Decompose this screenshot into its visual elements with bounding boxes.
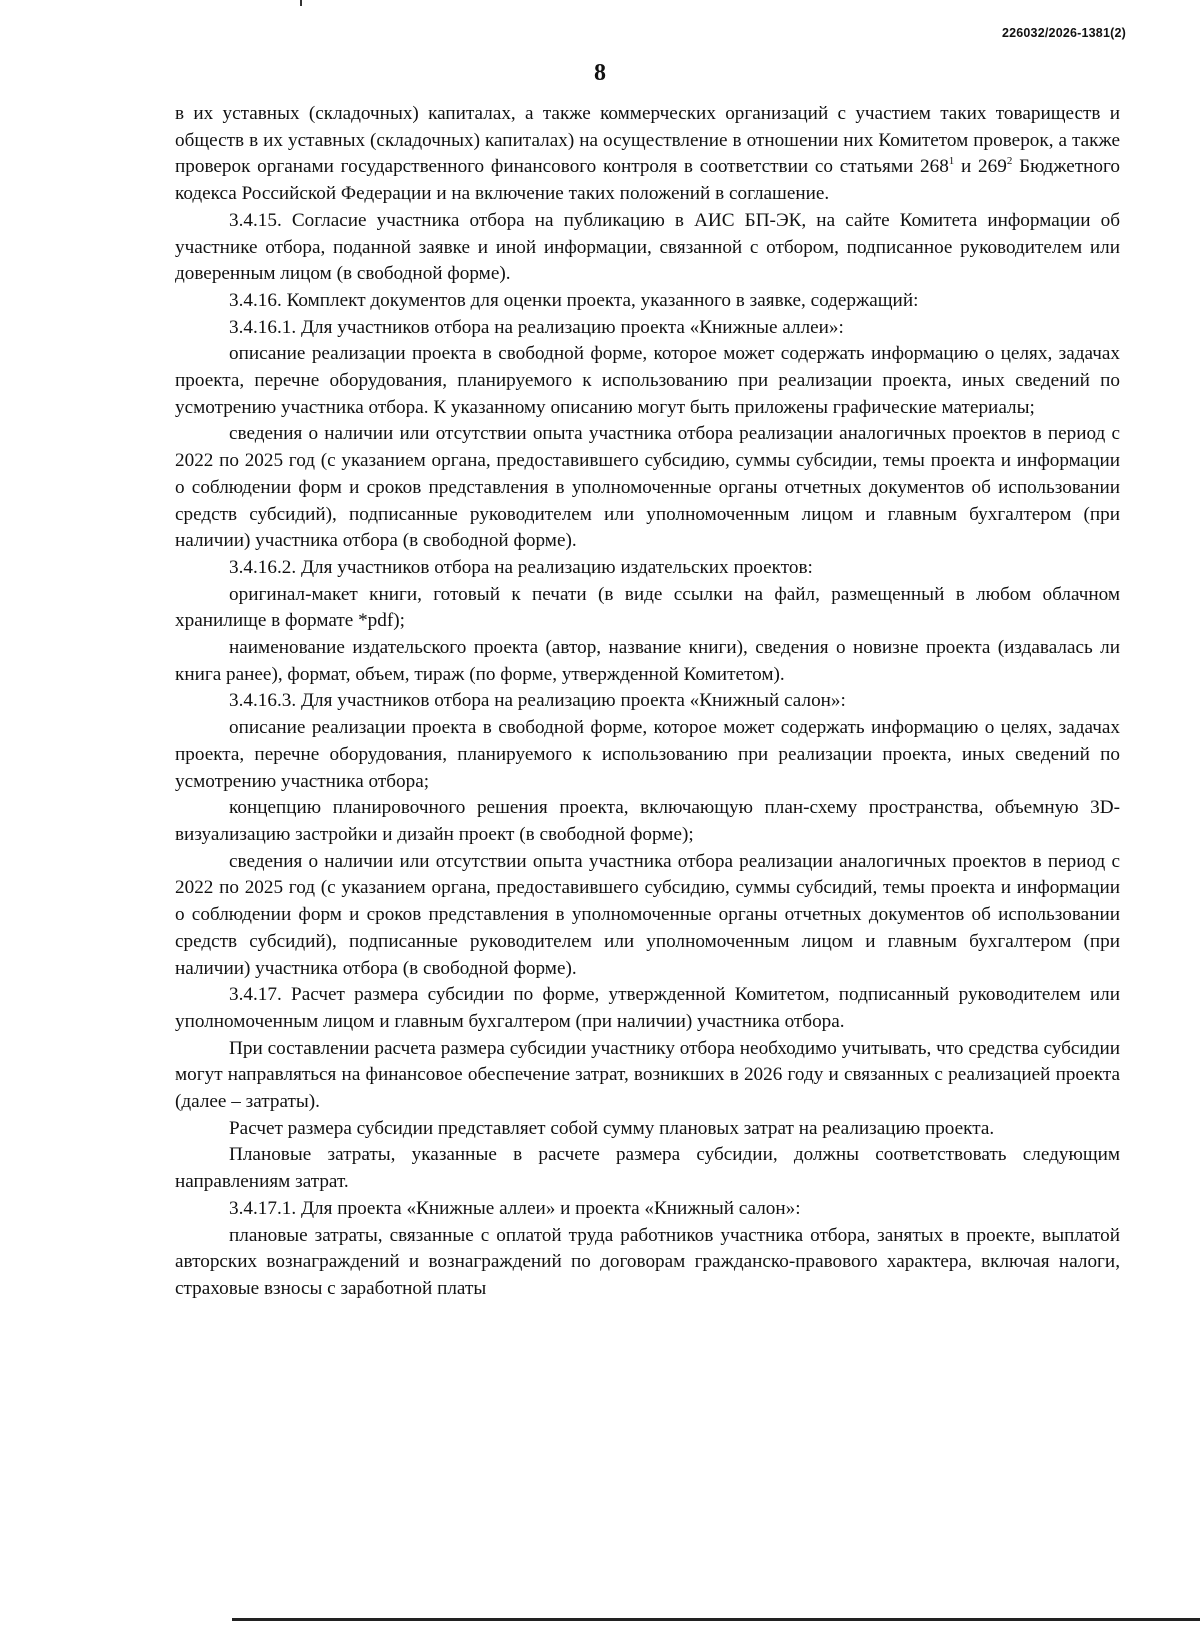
paragraph: плановые затраты, связанные с оплатой труда работников участника отбора, занятых в проекте, выплатой авторских вознаграждений и вознаграждений по договорам гражданско-правового характера, включая налоги, страховые взносы с заработной платы (175, 1224, 1120, 1299)
clause-3-4-16-1: 3.4.16.1. Для участников отбора на реализацию проекта «Книжные аллеи»: (229, 316, 844, 338)
clause-3-4-16: 3.4.16. Комплект документов для оценки проекта, указанного в заявке, содержащий: (229, 289, 919, 311)
paragraph: Расчет размера субсидии представляет собой сумму плановых затрат на реализацию проекта. (229, 1117, 995, 1139)
page-number: 8 (594, 60, 606, 86)
clause-3-4-15: 3.4.15. Согласие участника отбора на публикацию в АИС БП-ЭК, на сайте Комитета информации об участнике отбора, поданной заявке и иной информации, связанной с отбором, подписанное руководителем или доверенным лицом (в свободной форме). (175, 209, 1120, 285)
clause-3-4-17: 3.4.17. Расчет размера субсидии по форме, утвержденной Комитетом, подписанный руководителем или уполномоченным лицом и главным бухгалтером (при наличии) участника отбора. (175, 984, 1120, 1032)
document-body (175, 101, 1120, 1303)
paragraph: Плановые затраты, указанные в расчете размера субсидии, должны соответствовать следующим направлениям затрат. (175, 1144, 1120, 1193)
superscript: 1 (948, 155, 955, 168)
paragraph: концепцию планировочного решения проекта, включающую план-схему пространства, объемную 3D-визуализацию застройки и дизайн проект (в свободной форме); (175, 797, 1120, 845)
paragraph: описание реализации проекта в свободной форме, которое может содержать информацию о целях, задачах проекта, перечне оборудования, планируемого к использованию при реализации проекта, иных сведений по усмотрению участника отбора. К указанному описанию могут быть приложены графические материалы; (175, 343, 1120, 418)
paragraph-text: в их уставных (складочных) капиталах, а также коммерческих организаций с участием таких товариществ и обществ в их уставных (складочных) капиталах) на осуществление в отношении них Комитетом проверок, а также проверок органами государственного финансового контроля в соответствии со статьями 268 (175, 103, 1120, 178)
paragraph: сведения о наличии или отсутствии опыта участника отбора реализации аналогичных проектов в период с 2022 по 2025 год (с указанием органа, предоставившего субсидию, суммы субсидии, темы проекта и информации о соблюдении форм и сроков представления в уполномоченные органы отчетных документов об использовании средств субсидий), подписанные руководителем или уполномоченным лицом и главным бухгалтером (при наличии) участника отбора (в свободной форме). (175, 423, 1120, 552)
document-number: 226032/2026-1381(2) (1001, 26, 1126, 40)
superscript: 2 (1006, 155, 1013, 168)
paragraph-text: Бюджетного кодекса Российской Федерации и на включение таких положений в соглашение. (175, 156, 1120, 205)
paragraph: оригинал-макет книги, готовый к печати (в виде ссылки на файл, размещенный в любом облачном хранилище в формате *pdf); (175, 583, 1120, 632)
paragraph-continuation (175, 101, 1120, 208)
paragraph: наименование издательского проекта (автор, название книги), сведения о новизне проекта (издавалась ли книга ранее), формат, объем, тираж (по форме, утвержденной Комитетом). (175, 637, 1120, 685)
scan-edge-line (232, 1618, 1200, 1621)
paragraph: сведения о наличии или отсутствии опыта участника отбора реализации аналогичных проектов в период с 2022 по 2025 год (с указанием органа, предоставившего субсидию, суммы субсидий, темы проекта и информации о соблюдении форм и сроков представления в уполномоченные органы отчетных документов об использовании средств субсидий), подписанные руководителем или уполномоченным лицом и главным бухгалтером (при наличии) участника отбора (в свободной форме). (175, 850, 1120, 979)
paragraph: При составлении расчета размера субсидии участнику отбора необходимо учитывать, что средства субсидии могут направляться на финансовое обеспечение затрат, возникших в 2026 году и связанных с реализацией проекта (далее – затраты). (175, 1037, 1120, 1113)
clause-3-4-17-1: 3.4.17.1. Для проекта «Книжные аллеи» и проекта «Книжный салон»: (229, 1197, 801, 1219)
clause-3-4-16-3: 3.4.16.3. Для участников отбора на реализацию проекта «Книжный салон»: (229, 690, 846, 712)
scan-artifact (300, 0, 302, 6)
clause-3-4-16-2: 3.4.16.2. Для участников отбора на реализацию издательских проектов: (229, 556, 813, 578)
paragraph: описание реализации проекта в свободной форме, которое может содержать информацию о целях, задачах проекта, перечне оборудования, планируемого к использованию при реализации проекта, иных сведений по усмотрению участника отбора; (175, 717, 1120, 792)
paragraph-text: и 269 (954, 156, 1007, 178)
